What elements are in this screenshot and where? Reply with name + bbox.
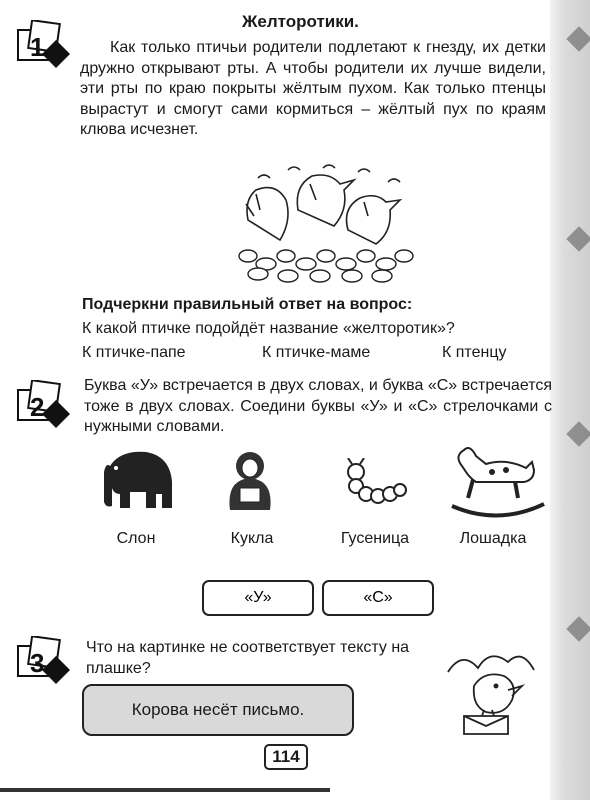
story-paragraph: Как только птичьи родители подлетают к гнезду, их детки дружно открывают рты. А чтобы родители их лучше видели, эти рты по краю покрыты жёлтым пухом. Как только птенцы вырастут и смогут сами кормиться – жёлтый пух по краям клюва исчезнет. bbox=[80, 39, 546, 138]
edge-marker bbox=[566, 421, 590, 446]
bird-with-letter-icon bbox=[434, 646, 546, 742]
edge-marker bbox=[566, 226, 590, 251]
task-number-badge-1 bbox=[16, 20, 72, 76]
answer-option-2[interactable]: К птичке-маме bbox=[262, 344, 371, 361]
next-page-edge bbox=[550, 0, 590, 800]
task-number: 3 bbox=[30, 648, 45, 678]
task-number: 1 bbox=[30, 32, 45, 62]
question-heading: Подчеркни правильный ответ на вопрос: bbox=[82, 296, 413, 313]
page-number: 114 bbox=[264, 744, 308, 770]
doll-icon bbox=[220, 448, 280, 516]
letter-s-button[interactable]: «С» bbox=[322, 580, 434, 616]
chicks-in-nest-illustration bbox=[228, 160, 423, 285]
elephant-icon bbox=[92, 446, 176, 514]
text-plate bbox=[82, 684, 354, 736]
answer-option-1[interactable]: К птичке-папе bbox=[82, 344, 186, 361]
letter-u-button[interactable]: «У» bbox=[202, 580, 314, 616]
picture-label-loshadka: Лошадка bbox=[459, 530, 527, 547]
edge-marker bbox=[566, 616, 590, 641]
task3-question: Что на картинке не соответствует тексту на плашке? bbox=[86, 639, 410, 677]
page-title: Желторотики. bbox=[242, 12, 359, 31]
task-number-badge-3 bbox=[16, 636, 72, 692]
answer-option-3[interactable]: К птенцу bbox=[442, 344, 507, 361]
edge-marker bbox=[566, 26, 590, 51]
bottom-rule bbox=[0, 788, 330, 792]
task2-paragraph: Буква «У» встречается в двух словах, и буква «С» встречается тоже в двух словах. Соедини буквы «У» и «С» стрелочками с нужными словами. bbox=[84, 377, 552, 435]
task-number-badge-2 bbox=[16, 380, 72, 436]
task-number: 2 bbox=[30, 392, 45, 422]
picture-label-slon: Слон bbox=[116, 530, 156, 547]
question-text: К какой птичке подойдёт название «желторотик»? bbox=[82, 320, 455, 337]
caterpillar-icon bbox=[342, 458, 408, 506]
rocking-horse-icon bbox=[448, 442, 546, 518]
plate-text: Корова несёт письмо. bbox=[131, 700, 305, 719]
picture-label-kukla: Кукла bbox=[230, 530, 274, 547]
picture-label-gusenitsa: Гусеница bbox=[340, 530, 410, 547]
